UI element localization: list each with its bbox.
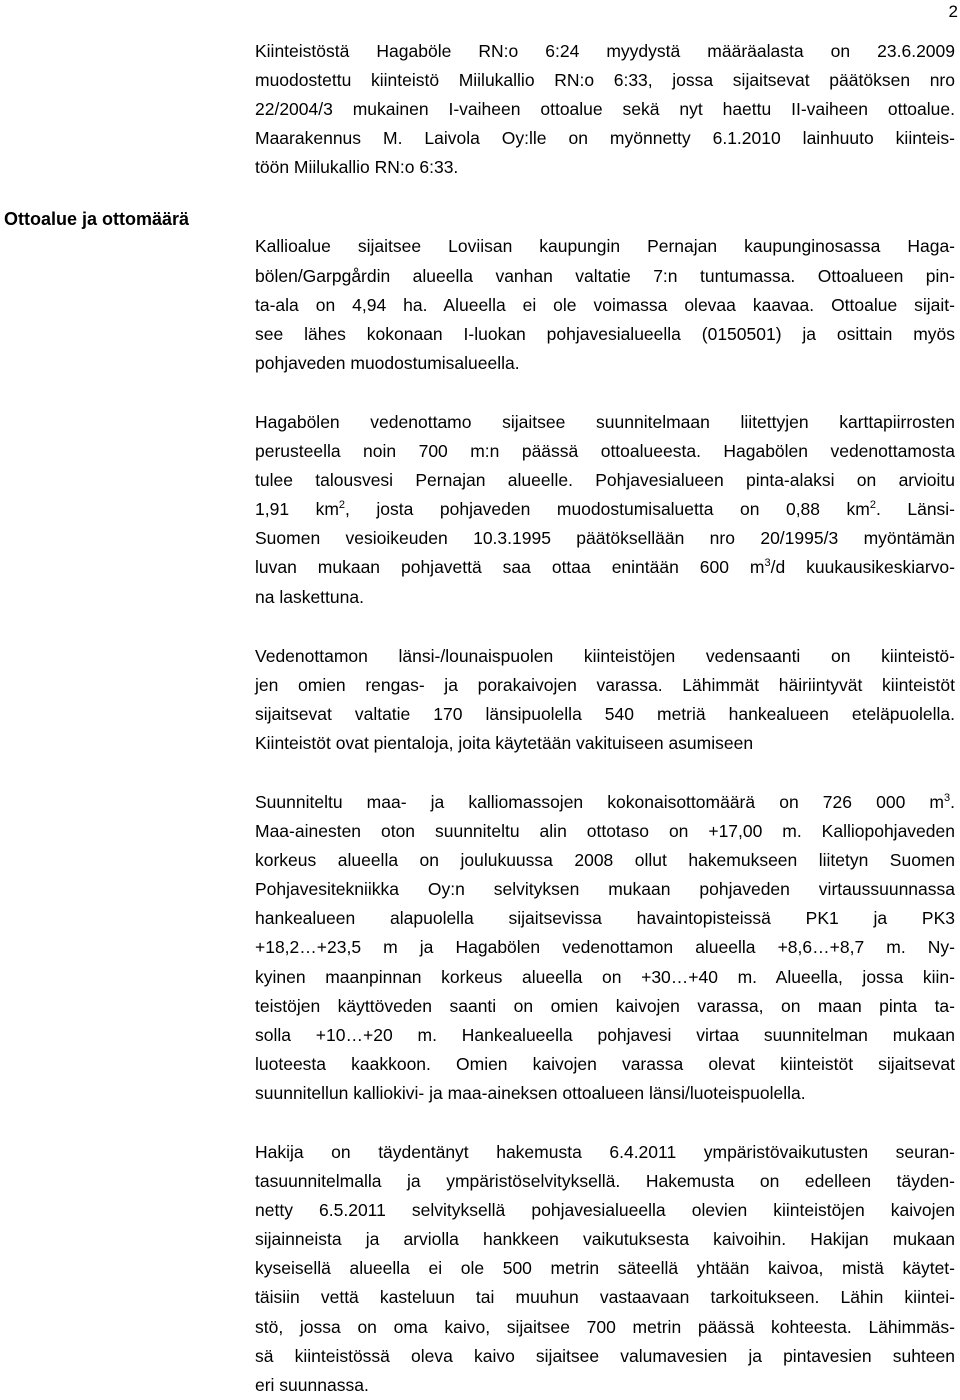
superscript: 2 — [338, 499, 346, 512]
text-line: Hagabölen vedenottamo sijaitsee suunnitelmaan liitettyjen karttapiirrosten — [255, 411, 955, 432]
paragraph-kallioalue — [255, 232, 955, 377]
text-line — [255, 495, 955, 524]
text-line: Maarakennus M. Laivola Oy:lle on myönnetty 6.1.2010 lainhuuto kiinteis- — [255, 128, 955, 149]
text-line — [255, 788, 955, 817]
text-line: sijainneista ja arviolla hankkeen vaikutuksesta kaivoihin. Hakijan mukaan — [255, 1229, 955, 1250]
text-line: Hakija on täydentänyt hakemusta 6.4.2011 ympäristövaikutusten seuran- — [255, 1142, 955, 1162]
page-number: 2 — [948, 2, 958, 21]
text-fragment: . Länsi- — [875, 499, 956, 520]
text-fragment: , josta pohjaveden muodostumisaluetta on 0,88 km — [345, 499, 870, 520]
superscript: 3 — [944, 791, 951, 804]
text-line: Kiinteistöt ovat pientaloja, joita käytetään vakituiseen asumiseen — [255, 732, 754, 753]
text-fragment: 1,91 km — [255, 499, 339, 520]
text-line: ta-ala on 4,94 ha. Alueella ei ole voimassa olevaa kaavaa. Ottoalue sijait- — [255, 294, 955, 315]
text-line: sä kiinteistössä oleva kaivo sijaitsee valumavesien ja pintavesien suhteen — [255, 1345, 955, 1366]
text-line: tasuunnitelmalla ja ympäristöselvityksellä. Hakemusta on edelleen täyden- — [255, 1171, 955, 1192]
text-line: 22/2004/3 mukainen I-vaiheen ottoalue sekä nyt haettu II-vaiheen ottoalue. — [255, 99, 955, 120]
text-line: Kiinteistöstä Hagaböle RN:o 6:24 myydystä määräalasta on 23.6.2009 — [255, 41, 955, 61]
text-line — [255, 553, 955, 582]
text-line: kyinen maanpinnan korkeus alueella on +30…+40 m. Alueella, jossa kiin- — [255, 966, 955, 987]
paragraph-ottomaara — [255, 788, 955, 1108]
text-line: na laskettuna. — [255, 586, 364, 607]
text-line: see lähes kokonaan I-luokan pohjavesialueella (0150501) ja osittain myös — [255, 323, 955, 344]
text-fragment: /d kuukausikeskiarvo- — [770, 557, 955, 578]
text-line: bölen/Garpgårdin alueella vanhan valtatie 7:n tuntumassa. Ottoalueen pin- — [255, 265, 955, 286]
text-line: hankealueen alapuolella sijaitsevissa havaintopisteissä PK1 ja PK3 — [255, 908, 955, 929]
text-line: sijaitsevat valtatie 170 länsipuolella 540 metriä hankealueen eteläpuolella. — [255, 703, 955, 724]
text-line: tulee talousvesi Pernajan alueelle. Pohjavesialueen pinta-alaksi on arvioitu — [255, 470, 955, 491]
paragraph-vedenottamo — [255, 408, 955, 612]
text-line: pohjaveden muodostumisalueella. — [255, 352, 520, 373]
text-line: Pohjavesitekniikka Oy:n selvityksen mukaan pohjaveden virtaussuunnassa — [255, 879, 955, 900]
text-line: muodostettu kiinteistö Miilukallio RN:o 6:33, jossa sijaitsevat päätöksen nro — [255, 70, 955, 91]
text-line: suunnitellun kalliokivi- ja maa-aineksen ottoalueen länsi/luoteispuolella. — [255, 1082, 806, 1103]
text-line: korkeus alueella on joulukuussa 2008 ollut hakemukseen liitetyn Suomen — [255, 850, 955, 871]
text-line: luoteesta kaakkoon. Omien kaivojen varassa olevat kiinteistöt sijaitsevat — [255, 1053, 955, 1074]
text-fragment: . — [950, 791, 955, 812]
section-heading-ottoalue: Ottoalue ja ottomäärä — [4, 209, 190, 229]
text-line: perusteella noin 700 m:n päässä ottoalueesta. Hagabölen vedenottamosta — [255, 441, 955, 462]
superscript: 3 — [764, 557, 771, 570]
text-fragment: Suunniteltu maa- ja kalliomassojen kokonaisottomäärä on 726 000 m — [255, 791, 944, 812]
text-line: jen omien rengas- ja porakaivojen varassa. Lähimmät häiriintyvät kiinteistöt — [255, 674, 955, 695]
text-line: kyseisellä alueella ei ole 500 metrin säteellä yhtään kaivoa, mistä käytet- — [255, 1258, 955, 1279]
text-line: Suomen vesioikeuden 10.3.1995 päätöksellään nro 20/1995/3 myöntämän — [255, 528, 955, 549]
text-line: +18,2…+23,5 m ja Hagabölen vedenottamon alueella +8,6…+8,7 m. Ny- — [255, 937, 955, 958]
paragraph-vedensaanti — [255, 642, 955, 758]
text-line: netty 6.5.2011 selvityksellä pohjavesialueella olevien kiinteistöjen kaivojen — [255, 1200, 955, 1221]
text-line: solla +10…+20 m. Hankealueella pohjavesi virtaa suunnitelman mukaan — [255, 1024, 955, 1045]
text-line: Vedenottamon länsi-/lounaispuolen kiinteistöjen vedensaanti on kiinteistö- — [255, 645, 955, 666]
paragraph-taydennys — [255, 1138, 955, 1400]
paragraph-kiinteisto — [255, 37, 955, 182]
text-line: töön Miilukallio RN:o 6:33. — [255, 157, 459, 178]
text-line: Maa-ainesten oton suunniteltu alin ottotaso on +17,00 m. Kalliopohjaveden — [255, 821, 955, 842]
text-fragment: luvan mukaan pohjavettä saa ottaa enintään 600 m — [255, 557, 765, 578]
text-line: täisiin vettä kasteluun tai muuhun vastaavaan tarkoitukseen. Lähin kiintei- — [255, 1287, 955, 1308]
text-line: eri suunnassa. — [255, 1374, 369, 1395]
superscript: 2 — [869, 499, 876, 512]
document-body — [255, 37, 955, 1400]
text-line: stö, jossa on oma kaivo, sijaitsee 700 metrin päässä kohteesta. Lähimmäs- — [255, 1316, 955, 1337]
text-line: Kallioalue sijaitsee Loviisan kaupungin Pernajan kaupunginosassa Haga- — [255, 236, 955, 257]
text-line: teistöjen käyttöveden saanti on omien kaivojen varassa, on maan pinta ta- — [255, 995, 955, 1016]
